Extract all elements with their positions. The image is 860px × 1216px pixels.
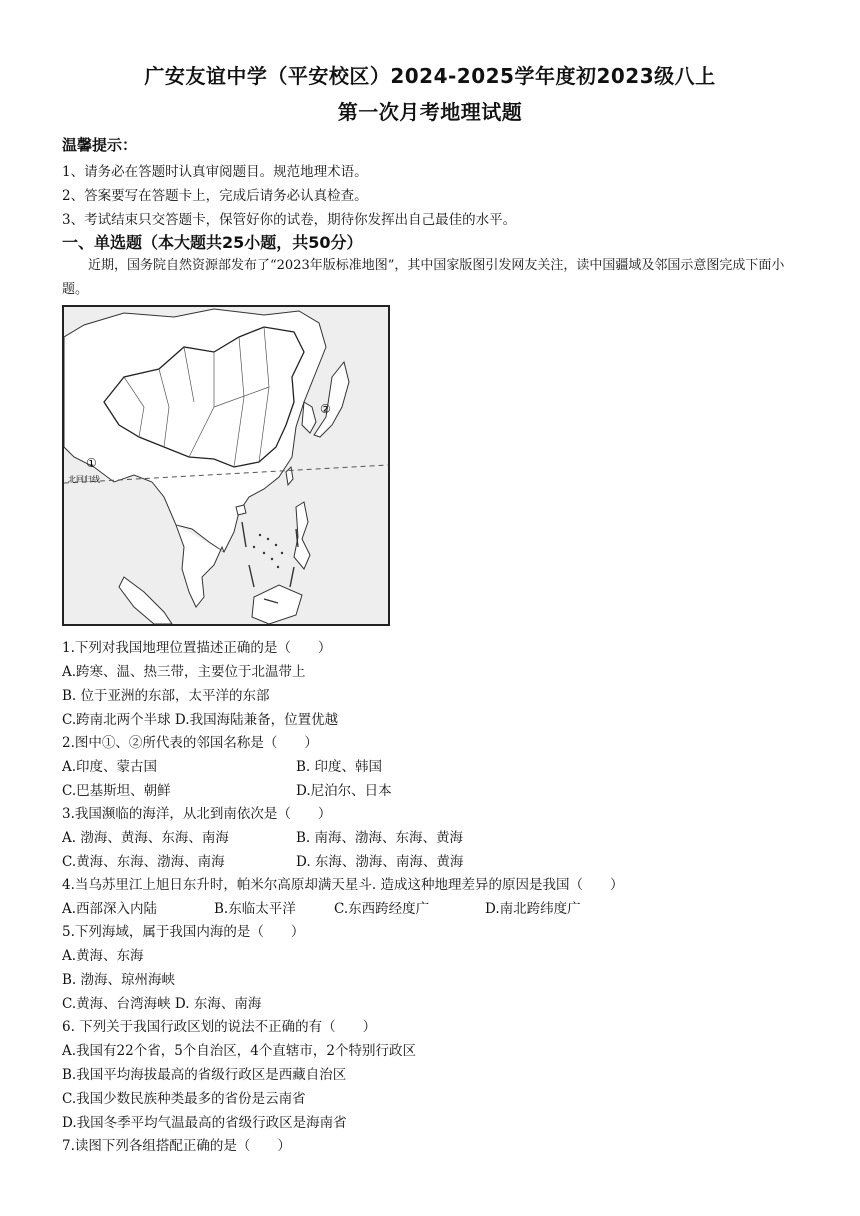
- exam-title-line1: 广安友谊中学（平安校区）2024-2025学年度初2023级八上: [144, 64, 716, 88]
- question-4-stem: 4.当乌苏里江上旭日东升时，帕米尔高原却满天星斗. 造成这种地理差异的原因是我国（ ）: [62, 877, 624, 893]
- section-heading: 一、单选题（本大题共25小题，共50分）: [62, 233, 363, 252]
- question-2-stem: 2.图中①、②所代表的邻国名称是（ ）: [62, 735, 318, 751]
- question-1-stem: 1.下列对我国地理位置描述正确的是（ ）: [62, 640, 332, 656]
- section-intro: 近期，国务院自然资源部发布了“2023年版标准地图”，其中国家版图引发网友关注，读中国疆域及邻国示意图完成下面小题。: [62, 258, 785, 297]
- question-6-stem: 6. 下列关于我国行政区划的说法不正确的有（ ）: [62, 1019, 377, 1035]
- question-1-option-b: B. 位于亚洲的东部，太平洋的东部: [62, 688, 270, 704]
- question-3-option-b: B. 南海、渤海、东海、黄海: [296, 830, 464, 846]
- question-4-option-c: C.东西跨经度广: [334, 901, 430, 917]
- map-tropic-label: 北回归线: [68, 475, 100, 484]
- map-marker-1: ①: [86, 456, 97, 470]
- question-5-option-a: A.黄海、东海: [62, 948, 144, 964]
- question-7-stem: 7.读图下列各组搭配正确的是（ ）: [62, 1138, 291, 1154]
- map-marker-2: ②: [320, 402, 331, 416]
- map-hainan: [236, 505, 246, 515]
- question-6-option-c: C.我国少数民族种类最多的省份是云南省: [62, 1091, 306, 1107]
- tip-item-1: 1、请务必在答题时认真审阅题目。规范地理术语。: [62, 164, 368, 180]
- tip-item-3: 3、考试结束只交答题卡，保管好你的试卷，期待你发挥出自己最佳的水平。: [62, 212, 517, 228]
- question-2-option-d: D.尼泊尔、日本: [296, 783, 392, 799]
- question-1-option-a: A.跨寒、温、热三带，主要位于北温带上: [62, 664, 306, 680]
- question-2-option-a: A.印度、蒙古国: [62, 759, 158, 775]
- question-2-option-c: C.巴基斯坦、朝鲜: [62, 783, 171, 799]
- question-5-option-cd: C.黄海、台湾海峡 D. 东海、南海: [62, 996, 262, 1012]
- exam-title-line2: 第一次月考地理试题: [337, 100, 523, 124]
- map-drawing: [64, 307, 388, 624]
- question-6-option-b: B.我国平均海拔最高的省级行政区是西藏自治区: [62, 1067, 347, 1083]
- question-4-option-a: A.西部深入内陆: [62, 901, 158, 917]
- question-2-option-b: B. 印度、韩国: [296, 759, 383, 775]
- question-4-option-b: B.东临太平洋: [214, 901, 296, 917]
- question-3-option-d: D. 东海、渤海、南海、黄海: [296, 854, 464, 870]
- question-5-option-b: B. 渤海、琼州海峡: [62, 972, 176, 988]
- tips-heading: 温馨提示：: [62, 136, 138, 154]
- question-4-option-d: D.南北跨纬度广: [485, 901, 581, 917]
- china-neighbors-map: [62, 305, 390, 626]
- question-3-option-c: C.黄海、东海、渤海、南海: [62, 854, 225, 870]
- question-6-option-d: D.我国冬季平均气温最高的省级行政区是海南省: [62, 1115, 347, 1131]
- tip-item-2: 2、答案要写在答题卡上，完成后请务必认真检查。: [62, 188, 368, 204]
- question-5-stem: 5.下列海域，属于我国内海的是（ ）: [62, 924, 305, 940]
- question-6-option-a: A.我国有22个省，5个自治区，4个直辖市，2个特别行政区: [62, 1043, 416, 1059]
- question-1-option-cd: C.跨南北两个半球 D.我国海陆兼备，位置优越: [62, 712, 339, 728]
- question-3-option-a: A. 渤海、黄海、东海、南海: [62, 830, 229, 846]
- question-3-stem: 3.我国濒临的海洋，从北到南依次是（ ）: [62, 806, 332, 822]
